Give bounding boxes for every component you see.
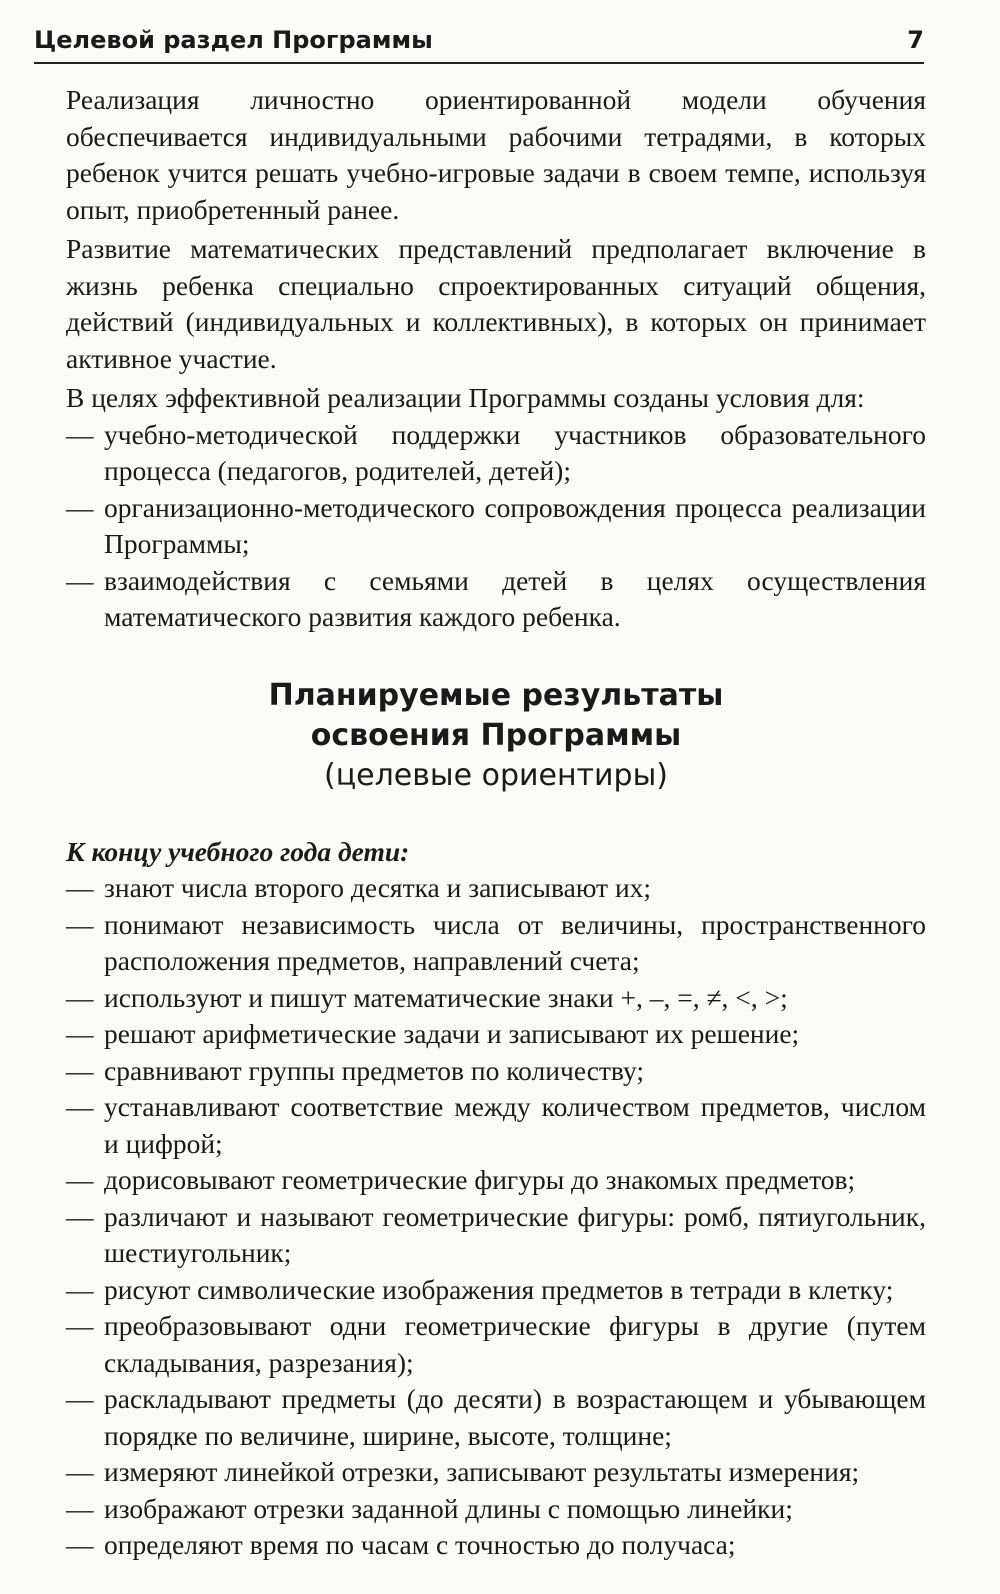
outcomes-list [66,870,926,1564]
dash-marker: — [66,908,94,940]
list-item [66,1527,926,1564]
list-item-text: изображают отрезки заданной длины с помощью линейки; [104,1492,793,1524]
list-item-text: организационно-методического сопровождения процесса реализации Программы; [104,491,926,559]
list-item-text: используют и пишут математические знаки +, –, =, ≠, <, >; [104,981,788,1013]
dash-marker: — [66,981,94,1013]
list-item-text: взаимодействия с семьями детей в целях осуществления математического развития каждого ребенка. [104,564,926,632]
outcomes-lead: К концу учебного года дети: [66,835,410,867]
list-item-text: сравнивают группы предметов по количеству; [104,1054,645,1086]
running-header [34,22,924,64]
dash-marker: — [66,872,94,903]
list-item [66,1491,926,1528]
list-item-text: различают и называют геометрические фигуры: ромб, пятиугольник, шестиугольник; [104,1200,926,1268]
list-item [66,490,926,563]
dash-marker: — [66,1456,94,1487]
list-item [66,417,926,490]
dash-marker: — [66,1054,94,1086]
list-item-text: знают числа второго десятка и записывают их; [104,872,652,903]
page-body [66,82,926,1564]
list-item-text: рисуют символические изображения предметов в тетради в клетку; [104,1273,894,1305]
list-item [66,1308,926,1381]
list-item [66,870,926,907]
list-item-text: раскладывают предметы (до десяти) в возрастающем и убывающем порядке по величине, ширине, высоте, толщине; [104,1383,926,1451]
dash-marker: — [66,1164,94,1195]
paragraph: Реализация личностно ориентированной модели обучения обеспечивается индивидуальными рабочими тетрадями, в которых ребенок учится решать учебно-игровые задачи в своем темпе, используя опыт, приобретенный ранее. [66,84,926,225]
list-item-text: измеряют линейкой отрезки, записывают результаты измерения; [104,1456,860,1487]
section-heading [66,676,926,796]
dash-marker: — [66,1091,94,1122]
list-item [66,1089,926,1162]
dash-marker: — [66,1310,94,1341]
conditions-list [66,417,926,636]
section-subtitle: (целевые ориентиры) [324,757,668,793]
list-item-text: решают арифметические задачи и записывают их решение; [104,1018,800,1049]
list-item [66,563,926,636]
section-title-line-2: освоения Программы [310,717,682,753]
list-item-text: преобразовывают одни геометрические фигуры в другие (путем складывания, разрезания); [104,1310,926,1378]
list-item [66,1053,926,1090]
list-item [66,1381,926,1454]
list-item-text: устанавливают соответствие между количеством предметов, числом и цифрой; [104,1091,926,1159]
dash-marker: — [66,1273,94,1305]
list-item [66,1454,926,1491]
list-item-text: дорисовывают геометрические фигуры до знакомых предметов; [104,1164,856,1195]
dash-marker: — [66,1200,94,1232]
dash-marker: — [66,1492,94,1524]
list-item-text: учебно-методической поддержки участников образовательного процесса (педагогов, родителей, детей); [104,418,926,486]
list-item-text: понимают независимость числа от величины, пространственного расположения предметов, направлений счета; [104,908,926,976]
dash-marker: — [66,564,94,596]
dash-marker: — [66,1529,94,1560]
running-header-title: Целевой раздел Программы [34,26,433,54]
paragraph: Развитие математических представлений предполагает включение в жизнь ребенка специально спроектированных ситуаций общения, действий (индивидуальных и коллективных), в которых он принимает активное участие. [66,233,926,374]
list-item [66,1162,926,1199]
paragraph: В целях эффективной реализации Программы созданы условия для: [66,382,865,413]
dash-marker: — [66,491,94,523]
list-item [66,1199,926,1272]
section-title-line-1: Планируемые результаты [268,677,724,713]
dash-marker: — [66,1018,94,1049]
dash-marker: — [66,418,94,450]
list-item [66,1272,926,1309]
list-item [66,1016,926,1053]
list-item [66,980,926,1017]
dash-marker: — [66,1383,94,1414]
list-item-text: определяют время по часам с точностью до получаса; [104,1529,736,1560]
page-number: 7 [907,26,924,54]
list-item [66,907,926,980]
